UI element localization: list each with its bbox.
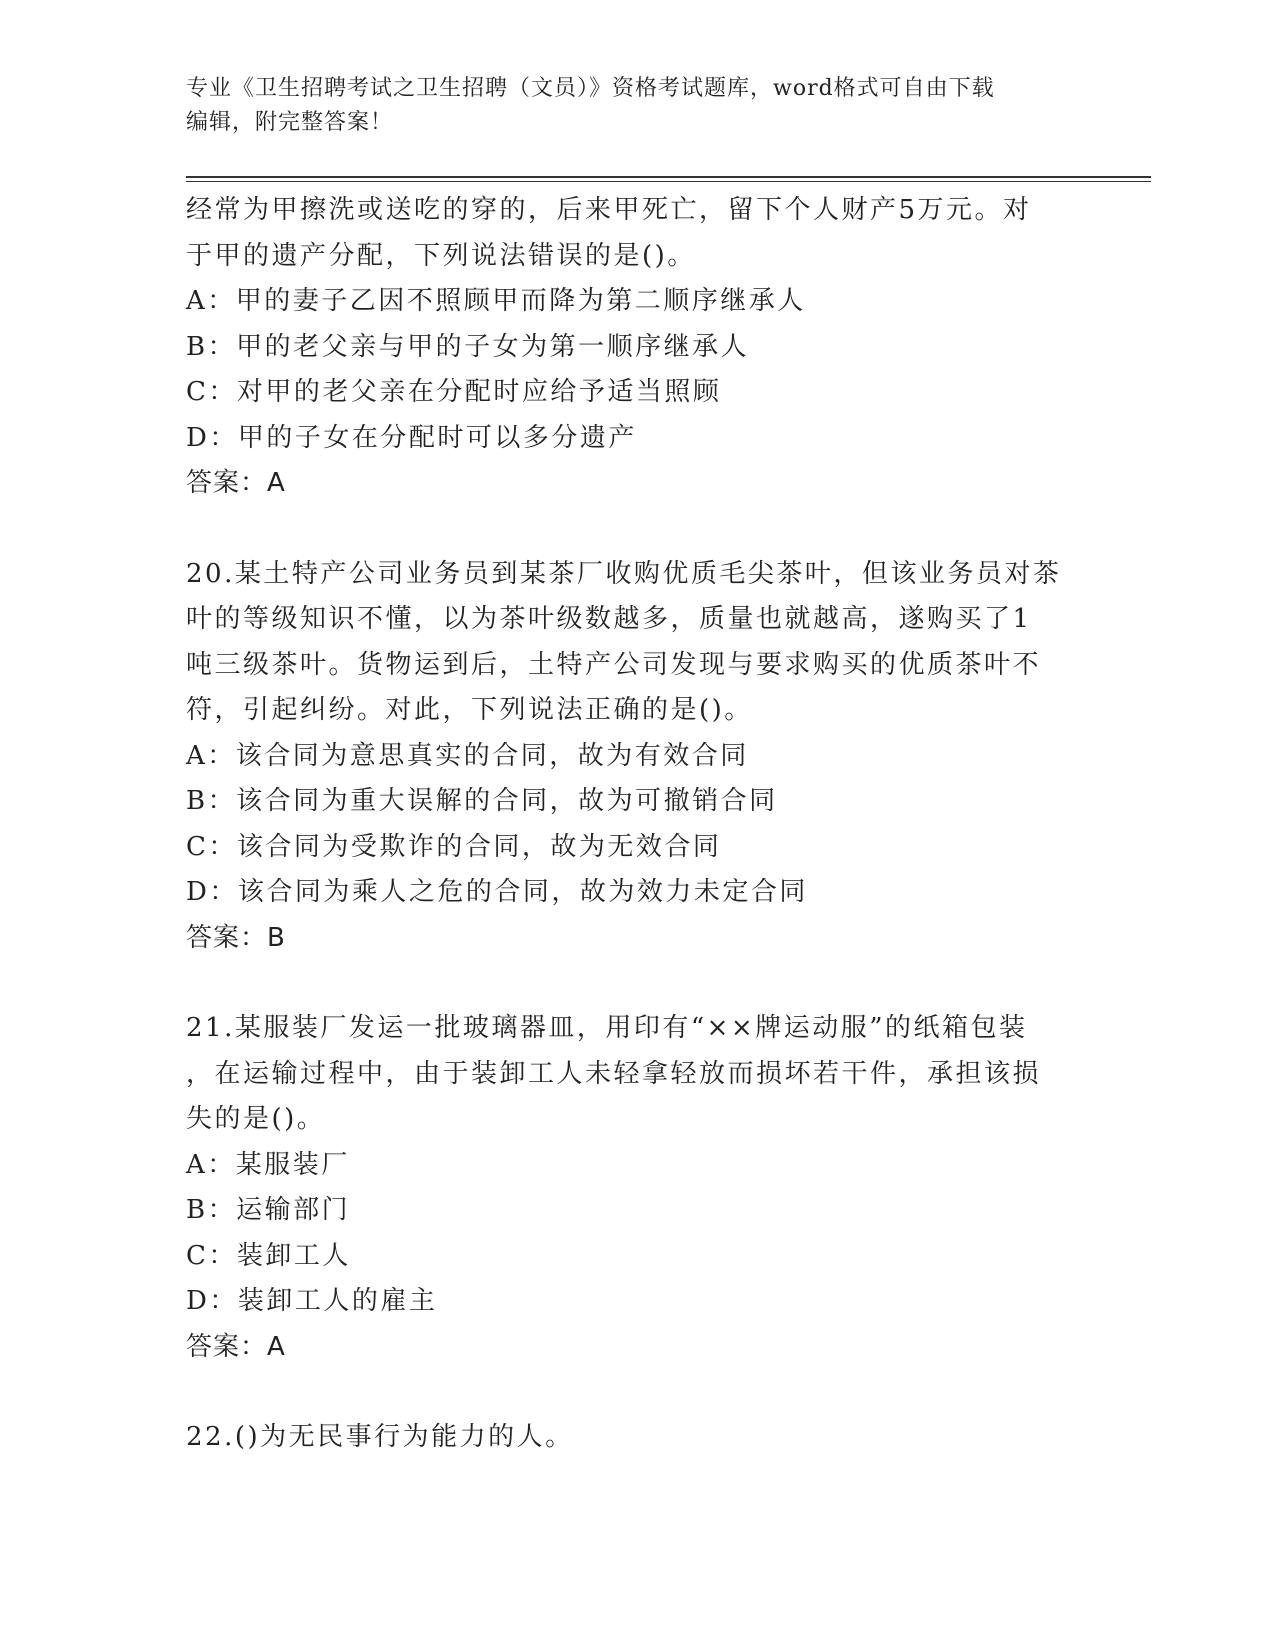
answer: 答案：B: [186, 922, 286, 953]
question-text-line: 22.()为无民事行为能力的人。: [186, 1422, 574, 1452]
option-c: C：装卸工人: [186, 1240, 351, 1271]
question-text-line: 经常为甲擦洗或送吃的穿的，后来甲死亡，留下个人财产5万元。对: [186, 195, 1032, 225]
header-rule-thin: [186, 181, 1151, 182]
option-b: B：该合同为重大误解的合同，故为可撤销合同: [186, 786, 778, 816]
option-b: B：甲的老父亲与甲的子女为第一顺序继承人: [186, 331, 750, 362]
question-list: [186, 188, 1086, 1461]
option-c: C：该合同为受欺诈的合同，故为无效合同: [186, 831, 722, 862]
question-text-line: 于甲的遗产分配，下列说法错误的是()。: [186, 240, 696, 271]
question-text-line: 吨三级茶叶。货物运到后，土特产公司发现与要求购买的优质茶叶不: [186, 649, 1042, 680]
option-a: A：该合同为意思真实的合同，故为有效合同: [186, 740, 749, 771]
question-19: [186, 188, 1086, 507]
option-d: D：甲的子女在分配时可以多分遗产: [186, 422, 637, 453]
spacer: [186, 961, 1086, 1006]
question-text-line: 失的是()。: [186, 1104, 326, 1134]
option-d: D：该合同为乘人之危的合同，故为效力未定合同: [186, 877, 808, 907]
question-text-line: 21.某服装厂发运一批玻璃器皿，用印有“××牌运动服”的纸箱包装: [186, 1013, 1028, 1043]
spacer: [186, 1370, 1086, 1415]
answer: 答案：A: [186, 1331, 286, 1362]
question-text-line: ，在运输过程中，由于装卸工人未轻拿轻放而损坏若干件，承担该损: [186, 1058, 1042, 1089]
question-20: [186, 552, 1086, 962]
header-line-1: 专业《卫生招聘考试之卫生招聘（文员）》资格考试题库，word格式可自由下载: [186, 76, 995, 101]
page-header: [186, 72, 1086, 140]
spacer: [186, 507, 1086, 552]
option-a: A：某服装厂: [186, 1149, 350, 1180]
header-line-2: 编辑，附完整答案！: [186, 110, 394, 135]
option-b: B：运输部门: [186, 1195, 351, 1225]
question-22: [186, 1415, 1086, 1461]
option-d: D：装卸工人的雇主: [186, 1286, 438, 1316]
question-text-line: 叶的等级知识不懂，以为茶叶级数越多，质量也就越高，遂购买了1: [186, 604, 1032, 634]
header-rule-thick: [186, 176, 1151, 178]
question-21: [186, 1006, 1086, 1370]
answer: 答案：A: [186, 468, 286, 498]
question-text-line: 符，引起纠纷。对此，下列说法正确的是()。: [186, 695, 753, 725]
option-a: A：甲的妻子乙因不照顾甲而降为第二顺序继承人: [186, 286, 806, 316]
question-text-line: 20.某土特产公司业务员到某茶厂收购优质毛尖茶叶，但该业务员对茶: [186, 558, 1062, 589]
option-c: C：对甲的老父亲在分配时应给予适当照顾: [186, 377, 722, 407]
